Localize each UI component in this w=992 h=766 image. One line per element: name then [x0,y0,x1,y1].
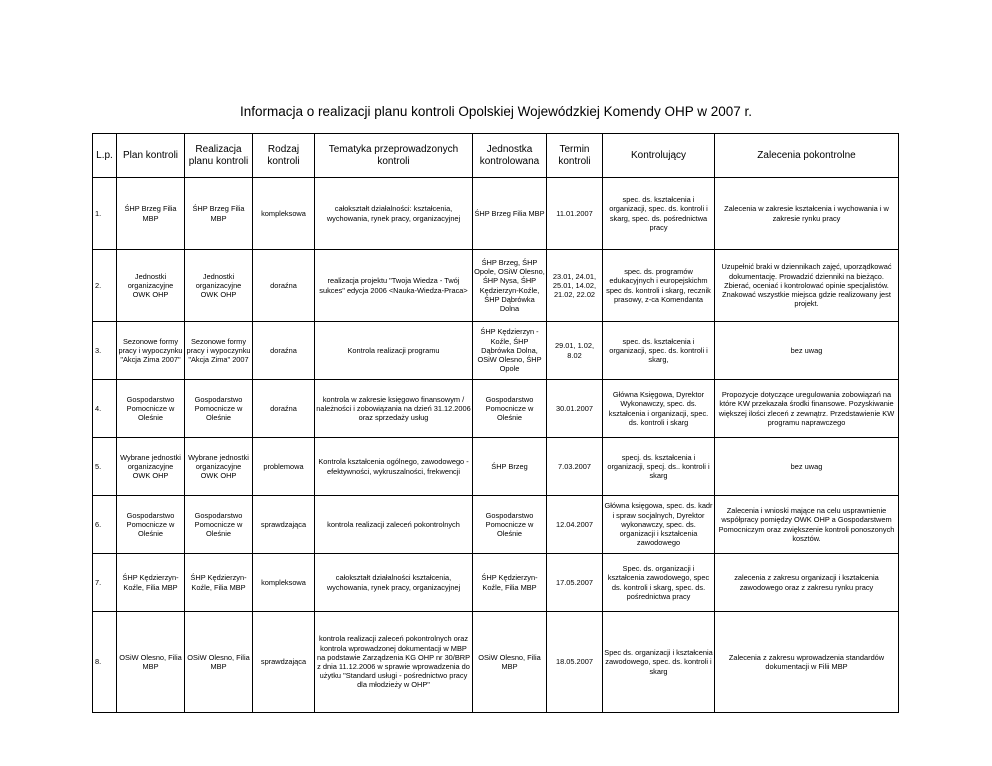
cell-termin: 30.01.2007 [547,380,603,438]
cell-tematyka: całokształt działalności kształcenia, wychowania, rynek pracy, organizacyjnej [315,554,473,612]
cell-plan: Gospodarstwo Pomocnicze w Oleśnie [117,380,185,438]
cell-jednostka: ŚHP Kędzierzyn - Koźle, ŚHP Dąbrówka Dolna, OSiW Olesno, ŚHP Opole [473,322,547,380]
cell-jednostka: Gospodarstwo Pomocnicze w Oleśnie [473,380,547,438]
cell-kontrolujacy: spec. ds. kształcenia i organizacji, spec. ds. kontroli i skarg, spec. ds. pośrednictwa pracy [603,178,715,250]
cell-rodzaj: kompleksowa [253,554,315,612]
cell-lp: 2. [93,250,117,322]
cell-jednostka: ŚHP Brzeg, ŚHP Opole, OSiW Olesno, ŚHP Nysa, ŚHP Kędzierzyn-Koźle, ŚHP Dąbrówka Dolna [473,250,547,322]
cell-termin: 23.01, 24.01, 25.01, 14.02, 21.02, 22.02 [547,250,603,322]
cell-kontrolujacy: spec. ds. kształcenia i organizacji, spec. ds. kontroli i skarg, [603,322,715,380]
cell-rodzaj: kompleksowa [253,178,315,250]
cell-jednostka: OSiW Olesno, Filia MBP [473,612,547,713]
cell-zalecenia: bez uwag [715,438,899,496]
document-title: Informacja o realizacji planu kontroli Opolskiej Wojewódzkiej Komendy OHP w 2007 r. [240,104,752,119]
cell-realizacja: Sezonowe formy pracy i wypoczynku "Akcja Zima" 2007 [185,322,253,380]
table-row [93,554,899,612]
cell-zalecenia: Propozycje dotyczące uregulowania zobowiązań na które KW przekazała środki finansowe. Pozyskiwanie większej ilości zleceń z zewnątrz. Przedstawienie KW programu naprawczego [715,380,899,438]
cell-plan: Sezonowe formy pracy i wypoczynku "Akcja Zima 2007" [117,322,185,380]
cell-plan: OSiW Olesno, Filia MBP [117,612,185,713]
cell-lp: 7. [93,554,117,612]
cell-rodzaj: doraźna [253,380,315,438]
cell-kontrolujacy: Główna Księgowa, Dyrektor Wykonawczy, spec. ds. kształcenia i organizacji, spec. ds. kontroli i skarg [603,380,715,438]
cell-termin: 17.05.2007 [547,554,603,612]
cell-lp: 4. [93,380,117,438]
cell-realizacja: ŚHP Brzeg Filia MBP [185,178,253,250]
header-jednostka: Jednostka kontrolowana [473,134,547,178]
cell-plan: ŚHP Brzeg Filia MBP [117,178,185,250]
cell-plan: Jednostki organizacyjne OWK OHP [117,250,185,322]
cell-plan: Gospodarstwo Pomocnicze w Oleśnie [117,496,185,554]
cell-realizacja: Jednostki organizacyjne OWK OHP [185,250,253,322]
cell-termin: 12.04.2007 [547,496,603,554]
cell-realizacja: Gospodarstwo Pomocnicze w Oleśnie [185,380,253,438]
header-rodzaj: Rodzaj kontroli [253,134,315,178]
cell-realizacja: ŚHP Kędzierzyn-Koźle, Filia MBP [185,554,253,612]
cell-lp: 6. [93,496,117,554]
cell-kontrolujacy: Spec. ds. organizacji i kształcenia zawodowego, spec ds. kontroli i skarg, spec. ds. pośrednictwa pracy [603,554,715,612]
cell-lp: 1. [93,178,117,250]
cell-zalecenia: Uzupełnić braki w dziennikach zajęć, uporządkować dokumentację. Prowadzić dzienniki na bieżąco. Zbierać, oceniać i kontrolować opinie specjalistów. Znakować wszystkie miejsca gdzie realizowany jest projekt. [715,250,899,322]
cell-zalecenia: zalecenia z zakresu organizacji i kształcenia zawodowego oraz z zakresu rynku pracy [715,554,899,612]
cell-lp: 3. [93,322,117,380]
cell-zalecenia: bez uwag [715,322,899,380]
header-tematyka: Tematyka przeprowadzonych kontroli [315,134,473,178]
header-termin: Termin kontroli [547,134,603,178]
cell-lp: 5. [93,438,117,496]
cell-tematyka: kontrola w zakresie księgowo finansowym / należności i zobowiązania na dzień 31.12.2006 oraz sprzedaży usług [315,380,473,438]
cell-tematyka: realizacja projektu "Twoja Wiedza - Twój sukces" edycja 2006 <Nauka-Wiedza-Praca> [315,250,473,322]
header-row [93,134,899,178]
cell-realizacja: Wybrane jednostki organizacyjne OWK OHP [185,438,253,496]
header-kontrolujacy: Kontrolujący [603,134,715,178]
table-row [93,496,899,554]
cell-zalecenia: Zalecenia z zakresu wprowadzenia standardów dokumentacji w Filii MBP [715,612,899,713]
cell-rodzaj: doraźna [253,250,315,322]
cell-tematyka: całokształt działalności: kształcenia, wychowania, rynek pracy, organizacyjnej [315,178,473,250]
cell-lp: 8. [93,612,117,713]
cell-plan: ŚHP Kędzierzyn-Koźle, Filia MBP [117,554,185,612]
cell-jednostka: ŚHP Kędzierzyn-Koźle, Filia MBP [473,554,547,612]
cell-plan: Wybrane jednostki organizacyjne OWK OHP [117,438,185,496]
cell-realizacja: Gospodarstwo Pomocnicze w Oleśnie [185,496,253,554]
cell-kontrolujacy: spec. ds. programów edukacyjnych i europejskichm spec ds. kontroli i skarg, recznik prasowy, z-ca Komendanta [603,250,715,322]
control-plan-table [92,133,899,713]
cell-tematyka: kontrola realizacji zaleceń pokontrolnych [315,496,473,554]
header-zalecenia: Zalecenia pokontrolne [715,134,899,178]
cell-tematyka: Kontrola kształcenia ogólnego, zawodowego - efektywności, wykruszalności, frekwencji [315,438,473,496]
cell-rodzaj: sprawdzająca [253,612,315,713]
cell-termin: 7.03.2007 [547,438,603,496]
header-realizacja: Realizacja planu kontroli [185,134,253,178]
cell-termin: 18.05.2007 [547,612,603,713]
table-row [93,322,899,380]
cell-realizacja: OSiW Olesno, Filia MBP [185,612,253,713]
cell-termin: 29.01, 1.02, 8.02 [547,322,603,380]
cell-kontrolujacy: Spec ds. organizacji i kształcenia zawodowego, spec. ds. kontroli i skarg [603,612,715,713]
header-lp: L.p. [93,134,117,178]
cell-rodzaj: problemowa [253,438,315,496]
table-row [93,178,899,250]
cell-rodzaj: sprawdzająca [253,496,315,554]
cell-zalecenia: Zalecenia w zakresie kształcenia i wychowania i w zakresie rynku pracy [715,178,899,250]
cell-rodzaj: doraźna [253,322,315,380]
cell-tematyka: kontrola realizacji zaleceń pokontrolnych oraz kontrola wprowadzonej dokumentacji w MBP na podstawie Zarządzenia KG OHP nr 30/BRP z dnia 11.12.2006 w sprawie wprowadzenia do użytku "Standard usługi - pośrednictwo pracy dla młodzieży w OHP" [315,612,473,713]
cell-termin: 11.01.2007 [547,178,603,250]
table-row [93,380,899,438]
cell-jednostka: ŚHP Brzeg Filia MBP [473,178,547,250]
header-plan: Plan kontroli [117,134,185,178]
table-row [93,438,899,496]
cell-zalecenia: Zalecenia i wnioski mające na celu usprawnienie współpracy pomiędzy OWK OHP a Gospodarstwem Pomocniczym oraz zwiększenie kontroli ponoszonych kosztów. [715,496,899,554]
table-row [93,250,899,322]
cell-kontrolujacy: Główna księgowa, spec. ds. kadr i spraw socjalnych, Dyrektor wykonawczy, spec. ds. organizacji i kształcenia zawodowego [603,496,715,554]
cell-kontrolujacy: specj. ds. kształcenia i organizacji, specj. ds.. kontroli i skarg [603,438,715,496]
table-row [93,612,899,713]
cell-tematyka: Kontrola realizacji programu [315,322,473,380]
cell-jednostka: ŚHP Brzeg [473,438,547,496]
cell-jednostka: Gospodarstwo Pomocnicze w Oleśnie [473,496,547,554]
